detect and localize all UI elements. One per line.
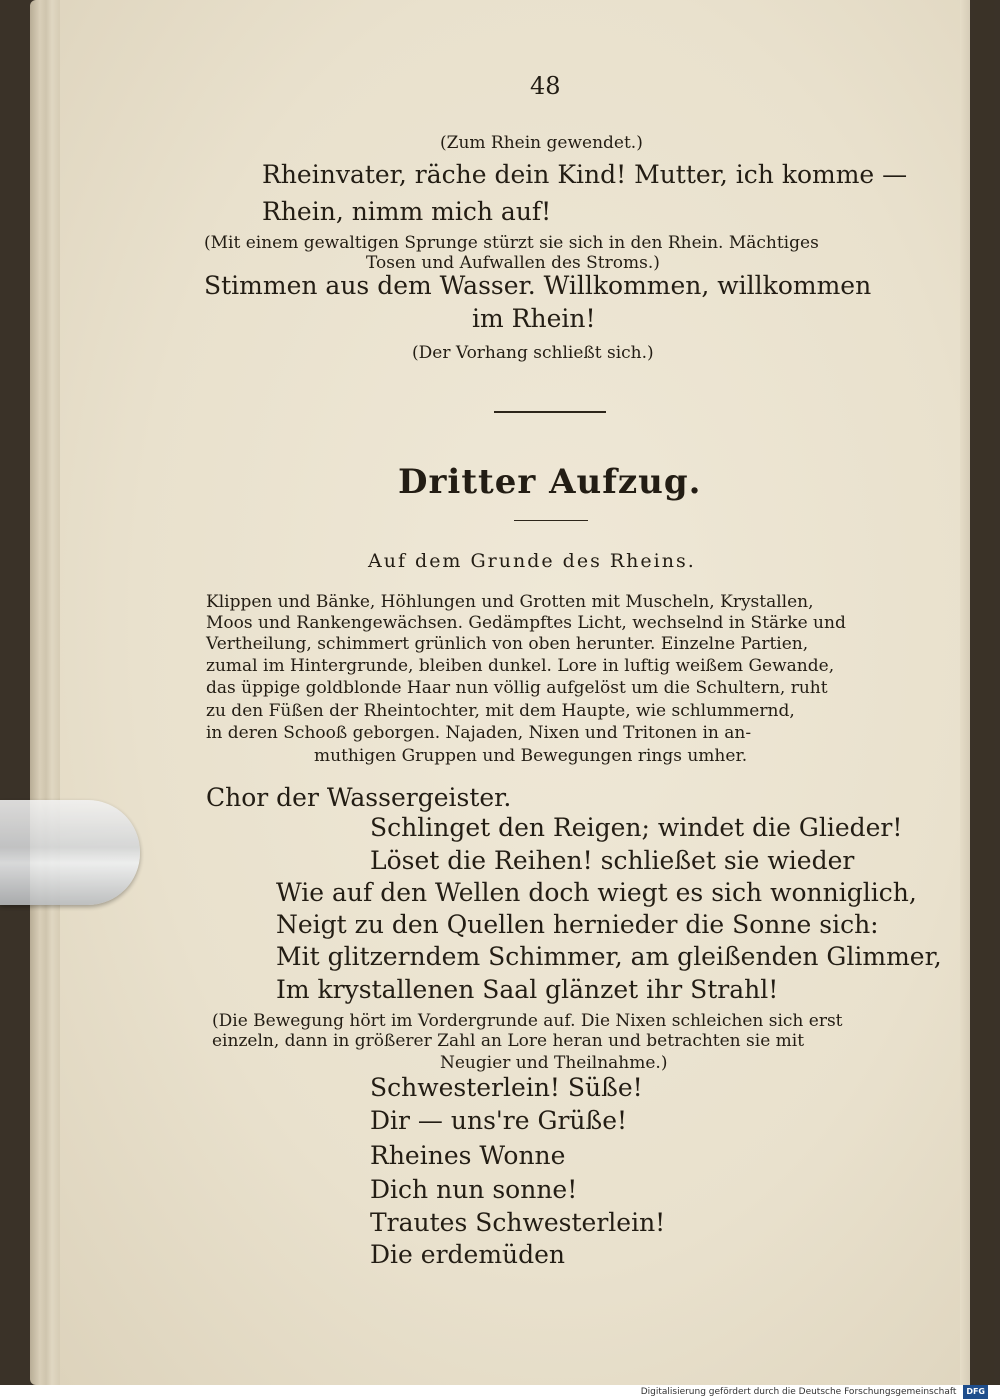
stage-direction: in deren Schooß geborgen. Najaden, Nixen und Tritonen in an- (206, 723, 752, 743)
verse-line: Dich nun sonne! (370, 1175, 578, 1204)
speaker-line: Chor der Wassergeister. (206, 783, 512, 812)
plastic-page-clip (0, 800, 140, 905)
verse-line: Neigt zu den Quellen hernieder die Sonne sich: (276, 910, 879, 939)
scene-setting: Auf dem Grunde des Rheins. (368, 550, 696, 572)
verse-line: Rheinvater, räche dein Kind! Mutter, ich komme — (262, 160, 908, 189)
verse-line: Rhein, nimm mich auf! (262, 197, 552, 226)
verse-line: Löset die Reihen! schließet sie wieder (370, 846, 855, 875)
stage-direction: Tosen und Aufwallen des Stroms.) (366, 253, 660, 273)
verse-line: Wie auf den Wellen doch wiegt es sich wonniglich, (276, 878, 917, 907)
stage-direction: (Die Bewegung hört im Vordergrunde auf. Die Nixen schleichen sich erst (212, 1011, 843, 1031)
stage-direction: muthigen Gruppen und Bewegungen rings umher. (314, 746, 748, 766)
heading-rule (514, 520, 588, 521)
stage-direction: (Zum Rhein gewendet.) (440, 133, 643, 153)
verse-line: Mit glitzerndem Schimmer, am gleißenden Glimmer, (276, 942, 942, 971)
verse-line: Trautes Schwesterlein! (370, 1208, 666, 1237)
footer-text: Digitalisierung gefördert durch die Deutsche Forschungsgemeinschaft (640, 1387, 957, 1397)
verse-line: Schlinget den Reigen; windet die Glieder! (370, 813, 903, 842)
stage-direction: Moos und Rankengewächsen. Gedämpftes Licht, wechselnd in Stärke und (206, 613, 846, 633)
dfg-logo: DFG (963, 1385, 988, 1399)
speaker-line: Stimmen aus dem Wasser. Willkommen, willkommen (204, 271, 872, 300)
book-gutter (960, 0, 1000, 1385)
stage-direction: zu den Füßen der Rheintochter, mit dem Haupte, wie schlummernd, (206, 701, 795, 721)
verse-line: Schwesterlein! Süße! (370, 1073, 643, 1102)
stage-direction: das üppige goldblonde Haar nun völlig aufgelöst um die Schultern, ruht (206, 678, 828, 698)
verse-line: im Rhein! (472, 304, 596, 333)
page-number: 48 (530, 72, 561, 100)
stage-direction: Neugier und Theilnahme.) (440, 1053, 668, 1073)
act-heading: Dritter Aufzug. (398, 462, 702, 502)
stage-direction: Vertheilung, schimmert grünlich von oben herunter. Einzelne Partien, (206, 634, 809, 654)
stage-direction: (Mit einem gewaltigen Sprunge stürzt sie sich in den Rhein. Mächtiges (204, 233, 819, 253)
verse-line: Die erdemüden (370, 1240, 566, 1269)
verse-line: Im krystallenen Saal glänzet ihr Strahl! (276, 975, 779, 1004)
digitization-footer (0, 1385, 1000, 1399)
stage-direction: Klippen und Bänke, Höhlungen und Grotten mit Muscheln, Krystallen, (206, 592, 814, 612)
section-rule (494, 411, 606, 413)
stage-direction: zumal im Hintergrunde, bleiben dunkel. Lore in luftig weißem Gewande, (206, 656, 835, 676)
stage-direction: (Der Vorhang schließt sich.) (412, 343, 654, 363)
verse-line: Rheines Wonne (370, 1141, 566, 1170)
stage-direction: einzeln, dann in größerer Zahl an Lore heran und betrachten sie mit (212, 1031, 805, 1051)
verse-line: Dir — uns're Grüße! (370, 1106, 628, 1135)
